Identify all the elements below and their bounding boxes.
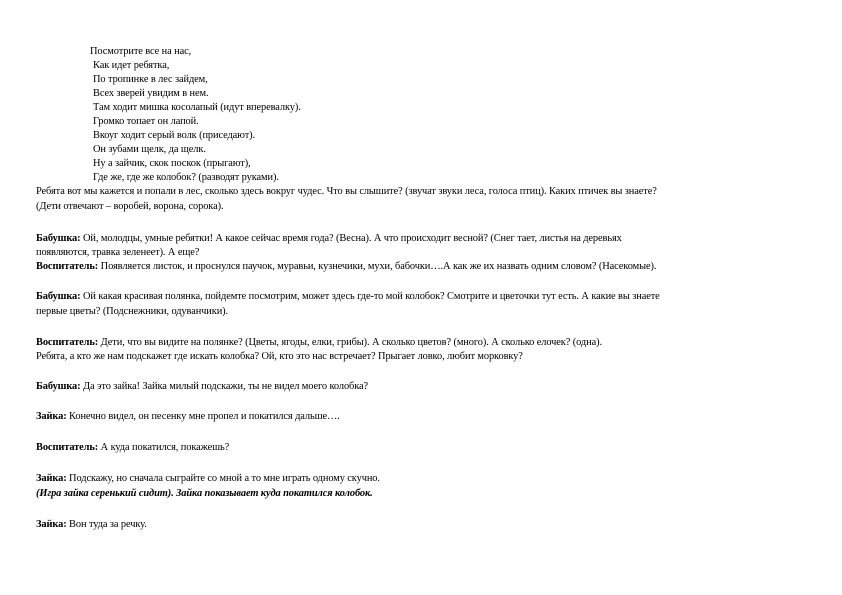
dialogue-line [36, 380, 368, 393]
dialogue-text: Появляется листок, и проснулся паучок, муравьи, кузнечики, мухи, бабочки….А как же их назвать одним словом? (Насекомые). [98, 261, 657, 272]
dialogue-text: Конечно видел, он песенку мне пропел и покатился дальше…. [66, 411, 340, 422]
poem-line: По тропинке в лес зайдем, [93, 74, 208, 85]
speaker-label: Воспитатель: [36, 337, 99, 348]
dialogue-line [36, 305, 228, 318]
dialogue-text: А куда покатился, покажешь? [98, 442, 230, 453]
poem-line: Посмотрите все на нас, [90, 46, 192, 57]
poem-line: Он зубами щелк, да щелк. [93, 144, 206, 155]
speaker-label: Бабушка: [36, 381, 81, 392]
dialogue-line [36, 472, 380, 485]
dialogue-line [36, 246, 199, 259]
speaker-label: Бабушка: [36, 291, 81, 302]
dialogue-text: Ой какая красивая полянка, пойдемте посмотрим, может здесь где-то мой колобок? Смотрите и цветочки тут есть. А какие вы знаете [80, 291, 660, 302]
dialogue-line [36, 290, 660, 303]
speaker-label: Зайка: [36, 411, 67, 422]
speaker-label: Зайка: [36, 519, 67, 530]
dialogue-line [36, 410, 340, 423]
dialogue-line [36, 260, 656, 273]
dialogue-line [36, 441, 229, 454]
dialogue-line [36, 350, 523, 363]
dialogue-text: Да это зайка! Зайка милый подскажи, ты не видел моего колобка? [80, 381, 369, 392]
speaker-label: Воспитатель: [36, 261, 99, 272]
dialogue-text: Дети, что вы видите на полянке? (Цветы, ягоды, елки, грибы). А сколько цветов? (много). А сколько елочек? (одна). [98, 337, 602, 348]
dialogue-text: Вон туда за речку. [66, 519, 147, 530]
dialogue-text: появляются, травка зеленеет). А еще? [36, 247, 200, 258]
narration-text: Ребята вот мы кажется и попали в лес, сколько здесь вокруг чудес. Что вы слышите? (звучат звуки леса, голоса птиц). Каких птичек вы знаете? [36, 186, 657, 197]
speaker-label: Бабушка: [36, 233, 81, 244]
poem-line: Всех зверей увидим в нем. [93, 88, 209, 99]
poem-line: Как идет ребятка, [93, 60, 170, 71]
narration-text: (Дети отвечают – воробей, ворона, сорока). [36, 201, 224, 212]
paragraph-line [36, 200, 223, 213]
dialogue-text: Ребята, а кто же нам подскажет где искать колобка? Ой, кто это нас встречает? Прыгает ловко, любит морковку? [36, 351, 523, 362]
dialogue-text: Подскажу, но сначала сыграйте со мной а то мне играть одному скучно. [66, 473, 380, 484]
dialogue-text: первые цветы? (Подснежники, одуванчики). [36, 306, 229, 317]
dialogue-line [36, 232, 622, 245]
dialogue-text: Ой, молодцы, умные ребятки! А какое сейчас время года? (Весна). А что происходит весной? (Снег тает, листья на деревьях [80, 233, 622, 244]
poem-line: Где же, где же колобок? (разводят руками). [93, 172, 279, 183]
poem-line: Ну а зайчик, скок поскок (прыгают), [93, 158, 251, 169]
stage-direction-text: (Игра зайка серенький сидит). Зайка показывает куда покатился колобок. [36, 488, 373, 499]
poem-line: Там ходит мишка косолапый (идут вперевалку). [93, 102, 301, 113]
dialogue-line [36, 336, 602, 349]
poem-line: Громко топает он лапой. [93, 116, 199, 127]
speaker-label: Воспитатель: [36, 442, 99, 453]
paragraph-line [36, 185, 657, 198]
poem-line: Вкоуг ходит серый волк (приседают). [93, 130, 256, 141]
dialogue-line [36, 518, 147, 531]
speaker-label: Зайка: [36, 473, 67, 484]
stage-direction-line [36, 487, 373, 500]
